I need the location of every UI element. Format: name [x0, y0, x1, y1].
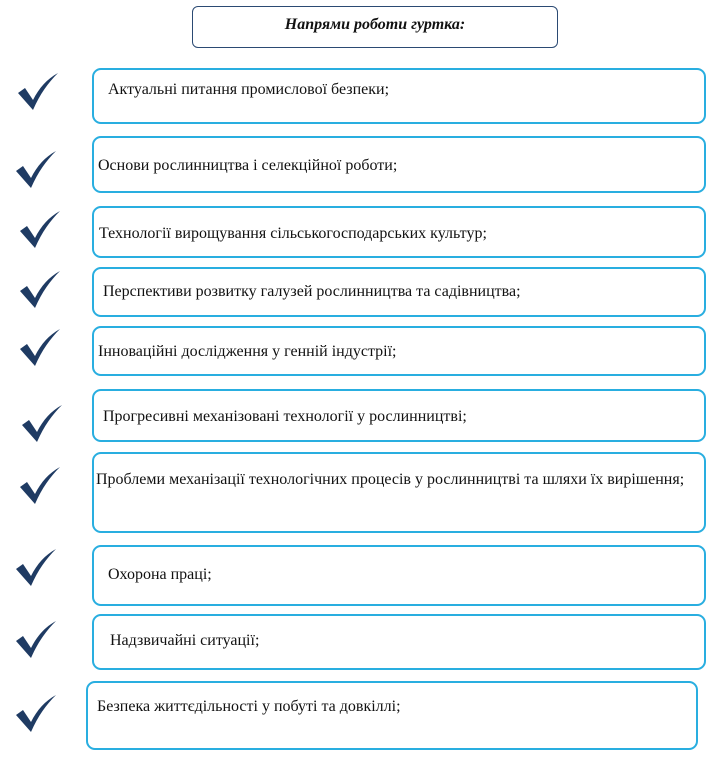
list-item	[92, 68, 706, 124]
list-item	[86, 681, 698, 750]
list-item-label: Проблеми механізації технологічних процесів у рослинництві та шляхи їх вирішення;	[96, 471, 685, 488]
list-item-label: Технології вирощування сільськогосподарських культур;	[99, 225, 487, 242]
list-item	[92, 326, 706, 376]
checkmark-icon	[18, 328, 62, 368]
checkmark-icon	[14, 620, 58, 660]
checkmark-icon	[18, 466, 62, 506]
list-item-label: Основи рослинництва і селекційної роботи;	[98, 157, 398, 174]
list-item	[92, 614, 706, 670]
checkmark-icon	[20, 404, 64, 444]
list-item	[92, 389, 706, 442]
checkmark-icon	[14, 548, 58, 588]
list-item	[92, 136, 706, 193]
list-item	[92, 452, 706, 533]
list-item-label: Надзвичайні ситуації;	[110, 632, 260, 649]
checkmark-icon	[14, 694, 58, 734]
checkmark-icon	[18, 210, 62, 250]
list-item-label: Перспективи розвитку галузей рослинництва та садівництва;	[103, 283, 521, 300]
list-item-label: Інноваційні дослідження у генній індустрії;	[98, 343, 397, 360]
checkmark-icon	[14, 150, 58, 190]
list-item-label: Охорона праці;	[108, 566, 212, 583]
list-item	[92, 545, 706, 606]
checkmark-icon	[16, 72, 60, 112]
checkmark-icon	[18, 270, 62, 310]
list-item-label: Безпека життєдільності у побуті та довкіллі;	[97, 698, 401, 715]
list-item-label: Актуальні питання промислової безпеки;	[108, 81, 390, 98]
list-item	[92, 206, 706, 258]
title-box	[192, 6, 558, 48]
list-item-label: Прогресивні механізовані технології у рослинництві;	[103, 408, 467, 425]
diagram-title: Напрями роботи гуртка:	[284, 16, 466, 33]
list-item	[92, 267, 706, 317]
